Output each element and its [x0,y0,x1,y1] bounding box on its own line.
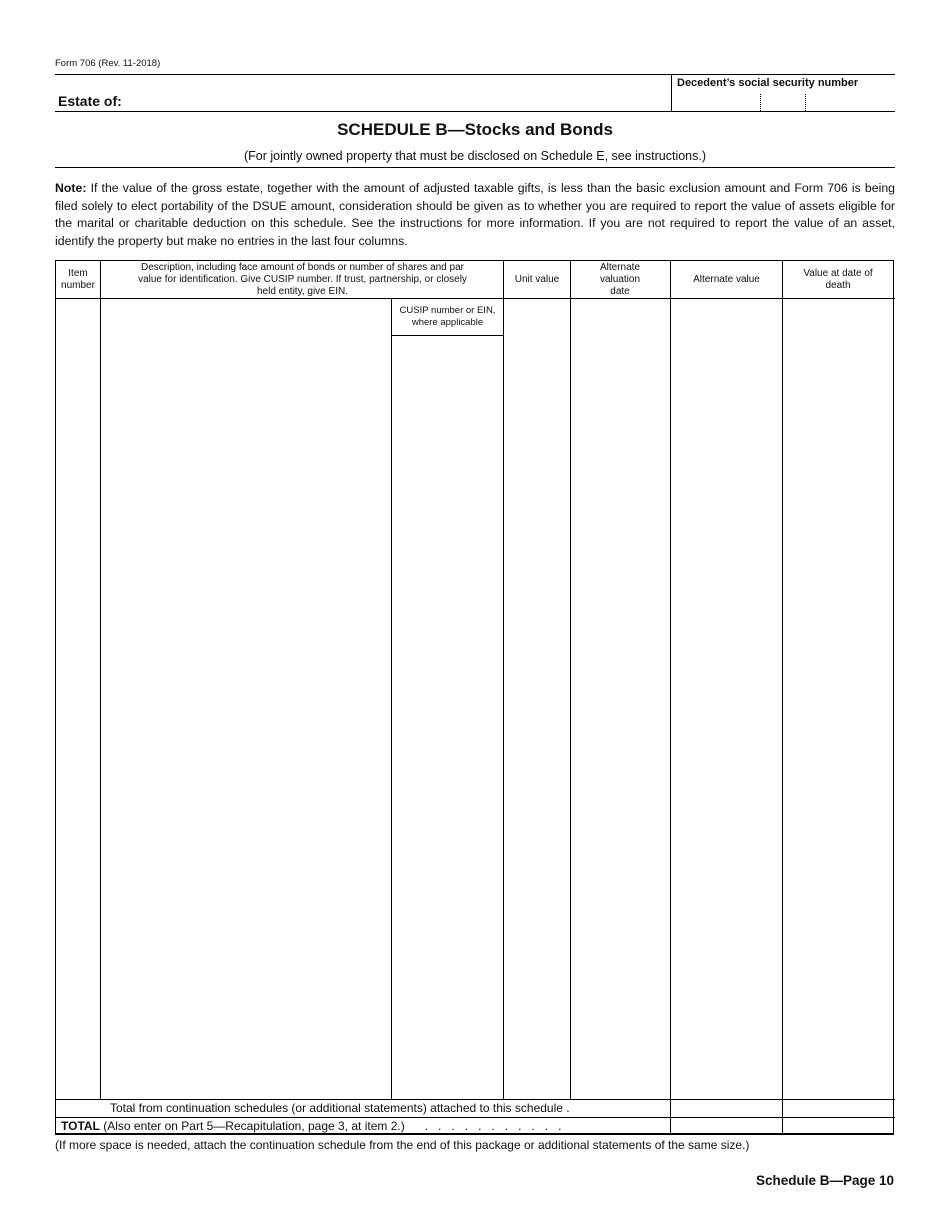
total-alternate-value-field[interactable] [671,1118,782,1134]
header-alternate-value: Alternate value [693,273,760,285]
alternate-value-column[interactable] [671,299,782,1099]
note-label: Note: [55,181,87,195]
header-cusip: CUSIP number or EIN, where applicable [399,305,496,328]
footnote: (If more space is needed, attach the continuation schedule from the end of this package or additional statements of the same size.) [55,1138,750,1152]
schedule-title: SCHEDULE B—Stocks and Bonds [337,120,613,139]
value-at-death-column[interactable] [783,299,894,1099]
ssn-field[interactable] [672,92,894,110]
ssn-label: Decedent’s social security number [677,77,859,89]
estate-name-field[interactable] [130,76,670,111]
schedule-subtitle: (For jointly owned property that must be disclosed on Schedule E, see instructions.) [243,149,707,163]
header-item-number: Item number [61,267,95,291]
item-number-column[interactable] [56,299,100,1099]
unit-value-column[interactable] [504,299,570,1099]
header-unit-value: Unit value [514,273,560,285]
header-description: Description, including face amount of bonds or number of shares and par value for identification. Give CUSIP number. If trust, partnership, or closely held entity, give EIN. [138,261,467,297]
continuation-total-label: Total from continuation schedules (or additional statements) attached to this schedule . [110,1101,570,1115]
estate-label: Estate of: [58,93,122,109]
total-value-at-death-field[interactable] [783,1118,894,1134]
header-alternate-valuation-date: Alternate valuation date [599,261,641,297]
note-paragraph [55,180,895,250]
cusip-column[interactable] [392,336,503,1099]
alternate-valuation-date-column[interactable] [571,299,670,1099]
description-column[interactable] [101,299,391,1099]
continuation-alternate-value-field[interactable] [671,1100,782,1117]
continuation-value-at-death-field[interactable] [783,1100,894,1117]
total-label: TOTAL (Also enter on Part 5—Recapitulation, page 3, at item 2.) . . . . . . . . . . . [61,1119,562,1133]
header-value-at-death: Value at date of death [803,267,873,291]
note-text: If the value of the gross estate, together with the amount of adjusted taxable gifts, is less than the basic exclusion amount and Form 706 is being filed solely to elect portability of the DSUE amount, consideration should be given as to whether you are required to report the value of assets eligible for the marital or charitable deduction on this schedule. See the instructions for more information. If you are not required to report the value of an asset, identify the property but make no entries in the last four columns. [55,181,895,248]
form-id: Form 706 (Rev. 11-2018) [55,58,161,69]
page-footer: Schedule B—Page 10 [755,1173,894,1188]
